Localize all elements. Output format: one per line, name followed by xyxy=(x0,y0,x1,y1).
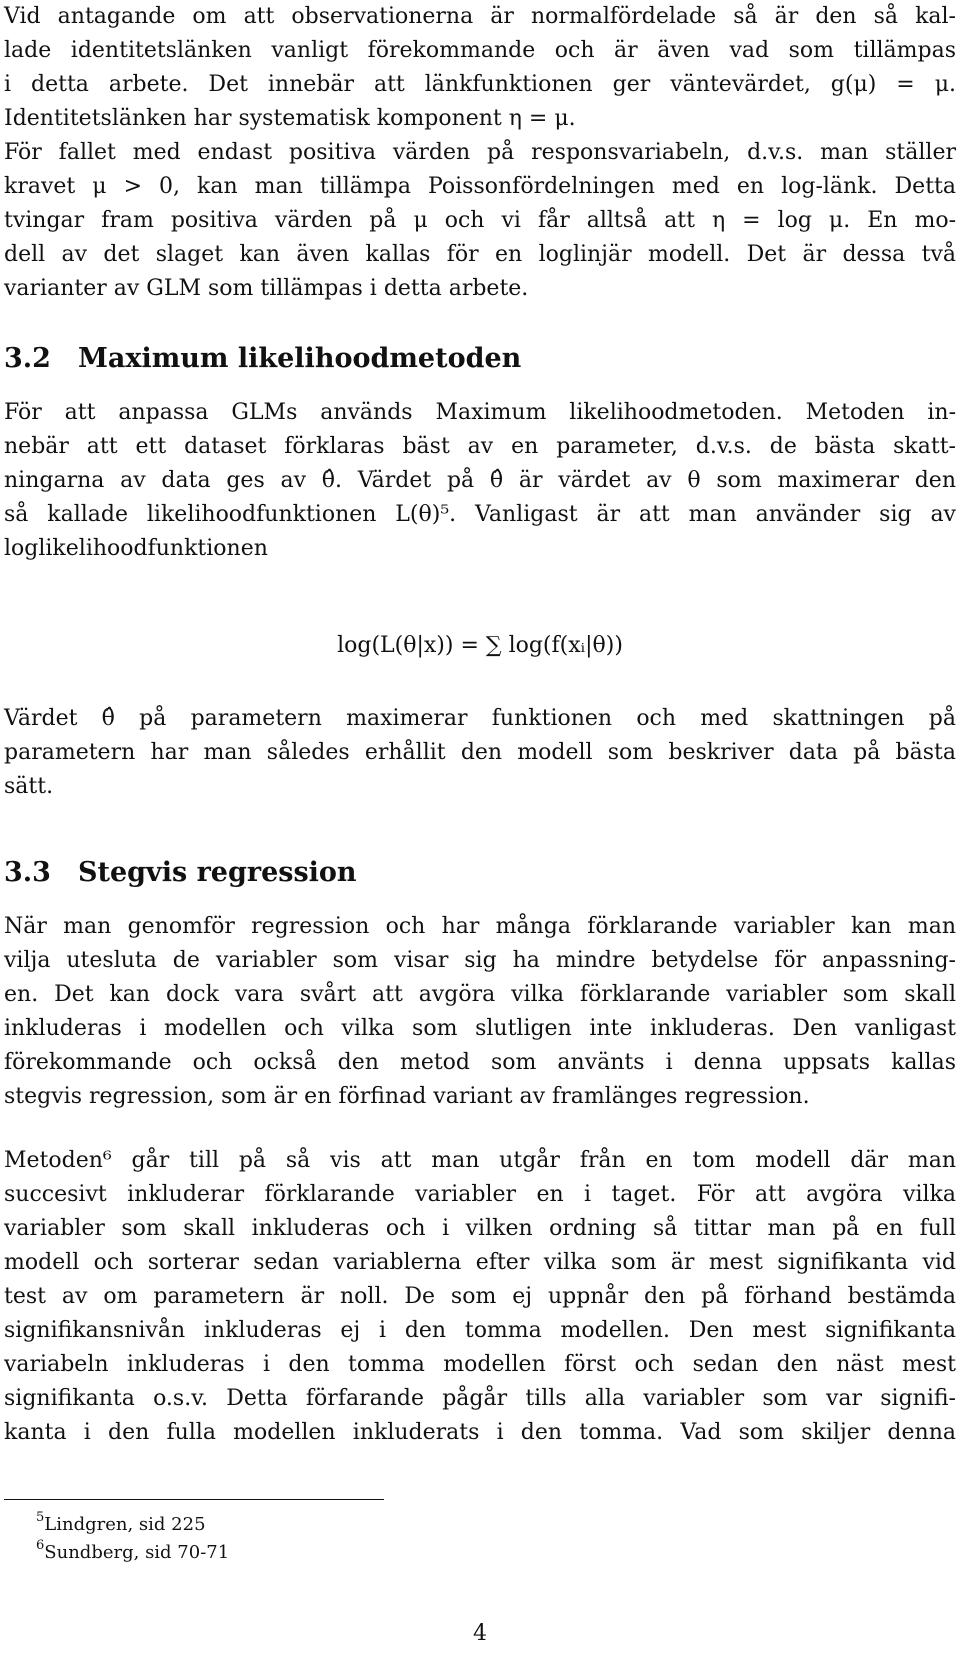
text-line: parametern har man således erhållit den modell som beskriver data på bästa xyxy=(4,740,956,765)
text-line: variabler som skall inkluderas och i vilken ordning så tittar man på en full xyxy=(4,1216,956,1241)
text-line: signifikanta o.s.v. Detta förfarande pågår tills alla variabler som var signifi- xyxy=(4,1386,956,1411)
text-line: ningarna av data ges av θ̂. Värdet på θ̂ är värdet av θ som maximerar den xyxy=(4,468,956,493)
text-line: För fallet med endast positiva värden på responsvariabeln, d.v.s. man ställer xyxy=(4,140,956,165)
text-line: i detta arbete. Det innebär att länkfunktionen ger väntevärdet, g(μ) = μ. xyxy=(4,72,956,97)
footnote-5 xyxy=(36,1512,206,1538)
footnote-mark: 5 xyxy=(36,1510,45,1525)
text-line: kanta i den fulla modellen inkluderats i den tomma. Vad som skiljer denna xyxy=(4,1420,956,1445)
section-number: 3.2 xyxy=(4,343,51,374)
text-line: test av om parametern är noll. De som ej uppnår den på förhand bestämda xyxy=(4,1284,956,1309)
paragraph-ml xyxy=(4,396,956,566)
text-line: stegvis regression, som är en förfinad variant av framlänges regression. xyxy=(4,1084,810,1109)
text-line: modell och sorterar sedan variablerna efter vilka som är mest signifikanta vid xyxy=(4,1250,956,1275)
text-line: nebär att ett dataset förklaras bäst av en parameter, d.v.s. de bästa skatt- xyxy=(4,434,956,459)
text-line: inkluderas i modellen och vilka som slutligen inte inkluderas. Den vanligast xyxy=(4,1016,956,1041)
text-line: varianter av GLM som tillämpas i detta arbete. xyxy=(4,276,529,301)
text-line: kravet μ > 0, kan man tillämpa Poissonfördelningen med en log-länk. Detta xyxy=(4,174,956,199)
text-line: Värdet θ̂ på parametern maximerar funktionen och med skattningen på xyxy=(4,706,956,731)
section-title: Maximum likelihoodmetoden xyxy=(78,343,522,374)
page-number: 4 xyxy=(473,1621,487,1646)
text-line: dell av det slaget kan även kallas för en loglinjär modell. Det är dessa två xyxy=(4,242,956,267)
text-line: variabeln inkluderas i den tomma modellen först och sedan den näst mest xyxy=(4,1352,956,1377)
text-line: Identitetslänken har systematisk komponent η = μ. xyxy=(4,106,576,131)
footnote-text: Lindgren, sid 225 xyxy=(44,1514,206,1535)
text-line: tvingar fram positiva värden på μ och vi får alltså att η = log μ. En mo- xyxy=(4,208,956,233)
section-number: 3.3 xyxy=(4,857,51,888)
footnote-mark: 6 xyxy=(36,1538,45,1553)
loglikelihood-equation: log(L(θ|x)) = ∑ log(f(xᵢ|θ)) xyxy=(337,633,623,658)
text-line: lade identitetslänken vanligt förekommande och är även vad som tillämpas xyxy=(4,38,956,63)
footnote-text: Sundberg, sid 70-71 xyxy=(44,1542,230,1563)
text-line: När man genomför regression och har många förklarande variabler kan man xyxy=(4,914,956,939)
text-line: signifikansnivån inkluderas ej i den tomma modellen. Den mest signifikanta xyxy=(4,1318,956,1343)
footnote-6 xyxy=(36,1540,229,1566)
paragraph-theta xyxy=(4,702,956,804)
section-heading-3-3 xyxy=(4,856,357,890)
text-line: För att anpassa GLMs används Maximum likelihoodmetoden. Metoden in- xyxy=(4,400,956,425)
footnote-divider xyxy=(4,1499,384,1500)
text-line: vilja utesluta de variabler som visar sig ha mindre betydelse för anpassning- xyxy=(4,948,956,973)
paragraph-links xyxy=(4,0,956,306)
text-line: så kallade likelihoodfunktionen L(θ)⁵. Vanligast är att man använder sig av xyxy=(4,502,956,527)
paragraph-stegvis-1 xyxy=(4,910,956,1114)
text-line: loglikelihoodfunktionen xyxy=(4,536,268,561)
text-line: succesivt inkluderar förklarande variabler en i taget. För att avgöra vilka xyxy=(4,1182,956,1207)
text-line: förekommande och också den metod som använts i denna uppsats kallas xyxy=(4,1050,956,1075)
section-heading-3-2 xyxy=(4,342,521,376)
text-line: Metoden⁶ går till på så vis att man utgår från en tom modell där man xyxy=(4,1148,956,1173)
text-line: en. Det kan dock vara svårt att avgöra vilka förklarande variabler som skall xyxy=(4,982,956,1007)
paragraph-stegvis-2 xyxy=(4,1144,956,1450)
section-title: Stegvis regression xyxy=(78,857,357,888)
text-line: Vid antagande om att observationerna är normalfördelade så är den så kal- xyxy=(4,4,956,29)
text-line: sätt. xyxy=(4,774,54,799)
